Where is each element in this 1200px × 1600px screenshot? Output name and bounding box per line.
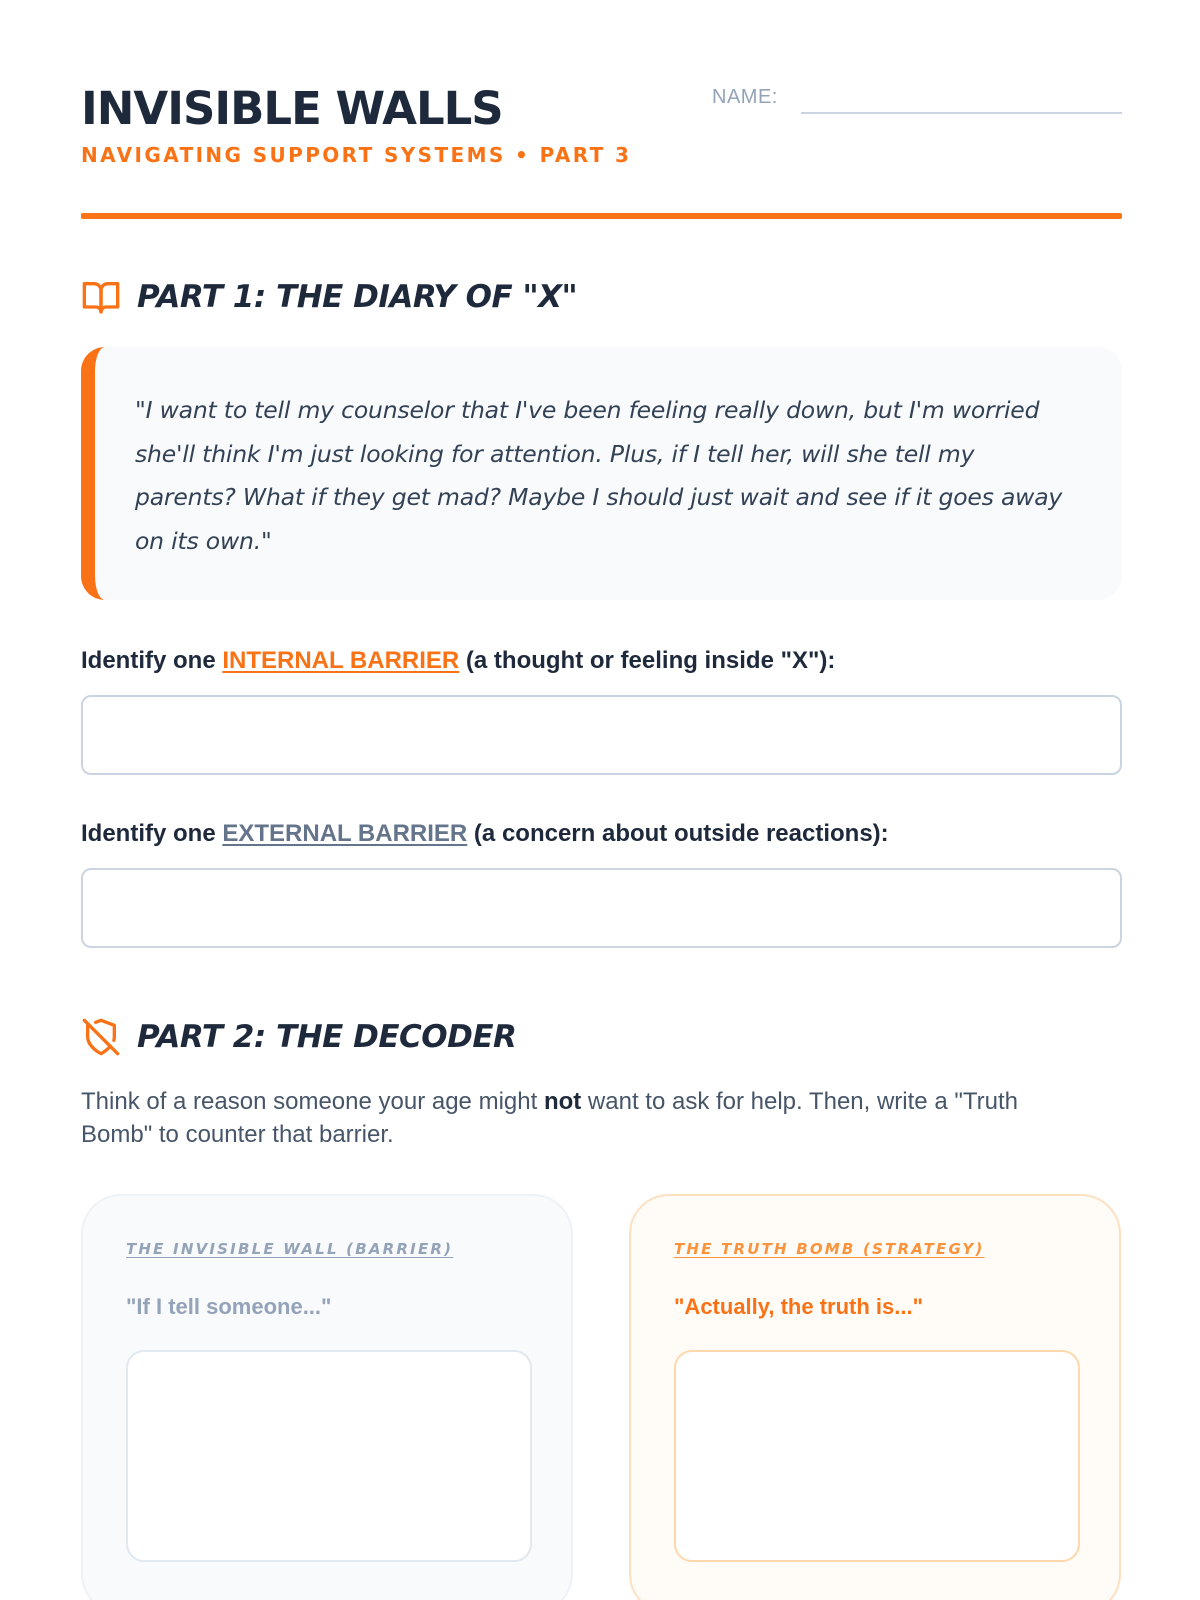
truth-bomb-card [629, 1194, 1121, 1600]
decoder-instructions [81, 1085, 1081, 1151]
name-field[interactable] [712, 82, 1122, 114]
barrier-input[interactable] [126, 1350, 532, 1562]
instructions-text: Think of a reason someone your age might [81, 1088, 544, 1115]
name-label: NAME: [712, 86, 778, 108]
external-barrier-term: EXTERNAL BARRIER [222, 820, 468, 847]
book-open-icon [81, 277, 121, 317]
invisible-wall-card [81, 1194, 573, 1600]
external-barrier-input[interactable] [81, 868, 1122, 948]
internal-barrier-term: INTERNAL BARRIER [222, 647, 460, 674]
prompt-prefix: Identify one [81, 647, 223, 674]
header-divider [81, 213, 1122, 219]
instructions-emphasis: not [543, 1088, 582, 1115]
strategy-input[interactable] [674, 1350, 1080, 1562]
card-prompt: "Actually, the truth is..." [674, 1294, 924, 1319]
name-input-line[interactable] [801, 112, 1122, 114]
internal-barrier-input[interactable] [81, 695, 1122, 775]
prompt-suffix: (a concern about outside reactions): [467, 820, 889, 847]
external-barrier-prompt [81, 820, 889, 848]
diary-quote-box [81, 347, 1122, 600]
section-heading-part1 [81, 277, 577, 317]
internal-barrier-prompt [81, 647, 835, 675]
page-title: INVISIBLE WALLS [81, 82, 503, 135]
card-prompt: "If I tell someone..." [126, 1294, 332, 1319]
section-title: PART 1: THE DIARY OF "X" [137, 279, 578, 315]
prompt-suffix: (a thought or feeling inside "X"): [459, 647, 836, 674]
card-label: THE TRUTH BOMB (STRATEGY) [674, 1240, 985, 1258]
shield-off-icon [81, 1017, 121, 1057]
page-subtitle: NAVIGATING SUPPORT SYSTEMS • PART 3 [81, 143, 632, 167]
card-label: THE INVISIBLE WALL (BARRIER) [126, 1240, 454, 1258]
instructions-text: want to ask for help. Then, write a "Truth Bomb" to counter that barrier. [81, 1088, 1018, 1148]
section-title: PART 2: THE DECODER [137, 1019, 517, 1055]
section-heading-part2 [81, 1017, 516, 1057]
prompt-prefix: Identify one [81, 820, 223, 847]
diary-quote: "I want to tell my counselor that I've been feeling really down, but I'm worried she'll think I'm just looking for attention. Plus, if I tell her, will she tell my parents? What if they get mad? Maybe I should just wait and see if it goes away on its own." [135, 396, 1063, 555]
